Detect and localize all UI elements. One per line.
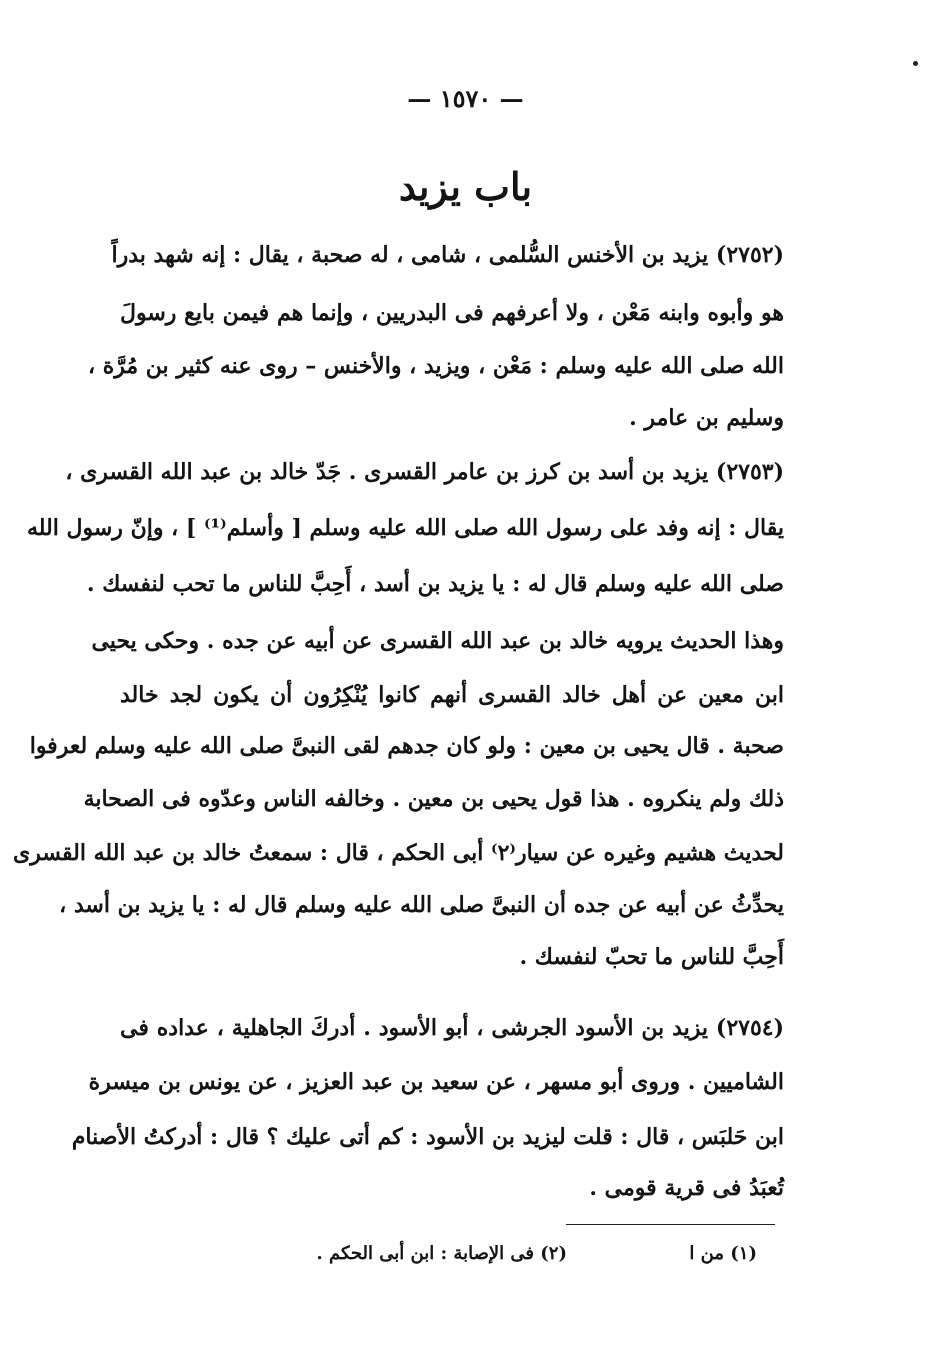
- entry-2752-line-1: (٢٧٥٢) يزيد بن الأخنس السُّلمى ، شامى ، له صحبة ، يقال : إنه شهد بدراً: [111, 242, 784, 268]
- entry-2753-line-4: وهذا الحديث يرويه خالد بن عبد الله القسرى عن أبيه عن جده . وحكى يحيى: [91, 628, 784, 654]
- footnote-1: (١) من ا: [689, 1243, 757, 1264]
- page-number: — ١٥٧٠ —: [407, 84, 524, 113]
- entry-2753-line-8: لحديث هشيم وغيره عن سيار⁽٢⁾ أبى الحكم ، قال : سمعتُ خالد بن عبد الله القسرى: [13, 840, 784, 866]
- entry-2753-line-10: أَحِبَّ للناس ما تحبّ لنفسك .: [519, 944, 784, 970]
- footnote-2: (٢) فى الإصابة : ابن أبى الحكم .: [316, 1243, 567, 1264]
- entry-2752-line-2: هو وأبوه وابنه مَعْن ، ولا أعرفهم فى البدريين ، وإنما هم فيمن بايع رسولَ: [120, 300, 784, 326]
- entry-2753-line-1: (٢٧٥٣) يزيد بن أسد بن كرز بن عامر القسرى . جَدّ خالد بن عبد الله القسرى ،: [65, 459, 784, 485]
- chapter-title: باب يزيد: [398, 164, 533, 209]
- scan-speck: [913, 61, 918, 66]
- entry-2753-line-7: ذلك ولم ينكروه . هذا قول يحيى بن معين . وخالفه الناس وعدّوه فى الصحابة: [83, 786, 784, 812]
- entry-2753-line-2: يقال : إنه وفد على رسول الله صلى الله عليه وسلم [ وأسلم⁽¹⁾ ] ، وإنّ رسول الله: [26, 515, 784, 541]
- entry-2752-line-3: الله صلى الله عليه وسلم : مَعْن ، ويزيد ، والأخنس – روى عنه كثير بن مُرَّة ،: [87, 353, 784, 379]
- entry-2753-line-9: يحدِّثُ عن أبيه عن جده أن النبىَّ صلى الله عليه وسلم قال له : يا يزيد بن أسد ،: [59, 892, 784, 918]
- entry-2753-line-5: ابن معين عن أهل خالد القسرى أنهم كانوا يُنْكِرُون أن يكون لجد خالد: [120, 682, 784, 708]
- entry-2754-line-2: الشاميين . وروى أبو مسهر ، عن سعيد بن عبد العزيز ، عن يونس بن ميسرة: [88, 1069, 784, 1095]
- footnote-divider: [566, 1224, 775, 1225]
- entry-2753-line-3: صلى الله عليه وسلم قال له : يا يزيد بن أسد ، أَحِبَّ للناس ما تحب لنفسك .: [86, 571, 784, 597]
- entry-2754-line-3: ابن حَلبَس ، قال : قلت ليزيد بن الأسود : كم أتى عليك ؟ قال : أدركتُ الأصنام: [71, 1124, 784, 1150]
- entry-2753-line-6: صحبة . قال يحيى بن معين : ولو كان جدهم لقى النبىَّ صلى الله عليه وسلم لعرفوا: [29, 733, 784, 759]
- entry-2754-line-4: تُعبَدُ فى قرية قومى .: [589, 1175, 784, 1201]
- entry-2754-line-1: (٢٧٥٤) يزيد بن الأسود الجرشى ، أبو الأسود . أدركَ الجاهلية ، عداده فى: [120, 1015, 784, 1041]
- entry-2752-line-4: وسليم بن عامر .: [629, 405, 784, 431]
